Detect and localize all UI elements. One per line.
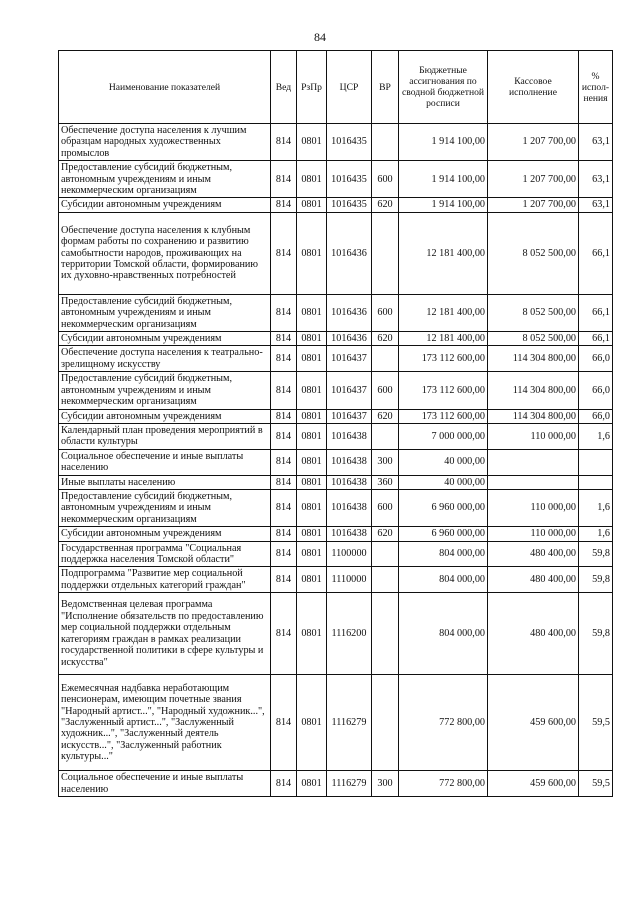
cell-assign: 12 181 400,00 [399, 332, 488, 346]
cell-vr: 620 [372, 527, 399, 541]
header-pct: % испол-нения [579, 51, 613, 124]
cell-cash: 1 207 700,00 [488, 161, 579, 198]
cell-pct: 59,8 [579, 593, 613, 675]
table-body [59, 124, 613, 797]
cell-rzpr: 0801 [297, 346, 327, 372]
cell-rzpr: 0801 [297, 527, 327, 541]
cell-vr [372, 124, 399, 161]
cell-name: Предоставление субсидий бюджетным, автономным учреждениям и иным некоммерческим организациям [59, 161, 271, 198]
cell-ved: 814 [271, 212, 297, 294]
cell-cash: 1 207 700,00 [488, 124, 579, 161]
table-row [59, 346, 613, 372]
table-row [59, 527, 613, 541]
cell-csr: 1016436 [327, 212, 372, 294]
cell-ved: 814 [271, 346, 297, 372]
table-row [59, 593, 613, 675]
cell-cash: 8 052 500,00 [488, 212, 579, 294]
cell-csr: 1116279 [327, 675, 372, 771]
cell-cash [488, 475, 579, 489]
cell-vr [372, 567, 399, 593]
cell-cash: 480 400,00 [488, 567, 579, 593]
cell-pct: 66,1 [579, 212, 613, 294]
cell-rzpr: 0801 [297, 409, 327, 423]
cell-rzpr: 0801 [297, 675, 327, 771]
cell-cash: 114 304 800,00 [488, 346, 579, 372]
cell-assign: 1 914 100,00 [399, 161, 488, 198]
cell-csr: 1016435 [327, 161, 372, 198]
cell-rzpr: 0801 [297, 449, 327, 475]
cell-ved: 814 [271, 771, 297, 797]
cell-name: Субсидии автономным учреждениям [59, 409, 271, 423]
cell-assign: 1 914 100,00 [399, 198, 488, 212]
cell-pct: 59,5 [579, 771, 613, 797]
cell-pct: 66,0 [579, 372, 613, 409]
cell-rzpr: 0801 [297, 423, 327, 449]
cell-rzpr: 0801 [297, 198, 327, 212]
budget-table [58, 50, 613, 797]
header-assign: Бюджетные ассигнования по сводной бюджетной росписи [399, 51, 488, 124]
cell-csr: 1016438 [327, 423, 372, 449]
cell-assign: 12 181 400,00 [399, 294, 488, 331]
cell-rzpr: 0801 [297, 593, 327, 675]
header-csr: ЦСР [327, 51, 372, 124]
cell-name: Иные выплаты населению [59, 475, 271, 489]
cell-name: Государственная программа "Социальная поддержка населения Томской области" [59, 541, 271, 567]
table-row [59, 423, 613, 449]
table-row [59, 771, 613, 797]
cell-vr: 300 [372, 449, 399, 475]
cell-pct: 59,5 [579, 675, 613, 771]
header-rzpr: РзПр [297, 51, 327, 124]
cell-name: Предоставление субсидий бюджетным, автономным учреждениям и иным некоммерческим организациям [59, 372, 271, 409]
header-ved: Вед [271, 51, 297, 124]
cell-assign: 804 000,00 [399, 567, 488, 593]
table-row [59, 372, 613, 409]
cell-ved: 814 [271, 294, 297, 331]
table-row [59, 294, 613, 331]
cell-name: Ведомственная целевая программа "Исполнение обязательств по предоставлению мер социальной поддержки отдельным категориям граждан в рамках реализации государственной политики в сфере культуры и искусства" [59, 593, 271, 675]
cell-pct: 1,6 [579, 423, 613, 449]
cell-assign: 40 000,00 [399, 475, 488, 489]
cell-cash: 459 600,00 [488, 675, 579, 771]
cell-name: Обеспечение доступа населения к клубным формам работы по сохранению и развитию самобытности народов, проживающих на территории Томской области, формированию их духовно-нравственных потребностей [59, 212, 271, 294]
cell-pct [579, 475, 613, 489]
cell-assign: 804 000,00 [399, 593, 488, 675]
cell-name: Обеспечение доступа населения к лучшим образцам народных художественных промыслов [59, 124, 271, 161]
cell-vr: 600 [372, 489, 399, 526]
cell-assign: 173 112 600,00 [399, 409, 488, 423]
cell-name: Субсидии автономным учреждениям [59, 332, 271, 346]
cell-assign: 6 960 000,00 [399, 527, 488, 541]
cell-csr: 1016437 [327, 346, 372, 372]
table-row [59, 212, 613, 294]
cell-assign: 1 914 100,00 [399, 124, 488, 161]
cell-pct: 63,1 [579, 124, 613, 161]
cell-rzpr: 0801 [297, 212, 327, 294]
cell-pct: 66,0 [579, 409, 613, 423]
cell-rzpr: 0801 [297, 475, 327, 489]
cell-ved: 814 [271, 527, 297, 541]
cell-rzpr: 0801 [297, 294, 327, 331]
cell-rzpr: 0801 [297, 567, 327, 593]
cell-csr: 1016436 [327, 294, 372, 331]
header-vr: ВР [372, 51, 399, 124]
table-row [59, 541, 613, 567]
cell-name: Социальное обеспечение и иные выплаты населению [59, 771, 271, 797]
cell-cash: 1 207 700,00 [488, 198, 579, 212]
cell-cash: 8 052 500,00 [488, 294, 579, 331]
cell-ved: 814 [271, 541, 297, 567]
table-header-row [59, 51, 613, 124]
cell-cash: 8 052 500,00 [488, 332, 579, 346]
table-row [59, 409, 613, 423]
cell-assign: 6 960 000,00 [399, 489, 488, 526]
cell-vr: 600 [372, 372, 399, 409]
cell-pct: 66,1 [579, 294, 613, 331]
cell-rzpr: 0801 [297, 332, 327, 346]
cell-ved: 814 [271, 449, 297, 475]
cell-vr: 600 [372, 294, 399, 331]
cell-rzpr: 0801 [297, 541, 327, 567]
cell-assign: 173 112 600,00 [399, 372, 488, 409]
cell-ved: 814 [271, 423, 297, 449]
cell-pct: 66,1 [579, 332, 613, 346]
cell-pct: 66,0 [579, 346, 613, 372]
cell-pct: 63,1 [579, 161, 613, 198]
cell-cash: 110 000,00 [488, 423, 579, 449]
cell-ved: 814 [271, 593, 297, 675]
cell-csr: 1016435 [327, 198, 372, 212]
cell-vr [372, 423, 399, 449]
cell-cash: 114 304 800,00 [488, 409, 579, 423]
cell-assign: 40 000,00 [399, 449, 488, 475]
cell-csr: 1116279 [327, 771, 372, 797]
table-row [59, 198, 613, 212]
cell-ved: 814 [271, 124, 297, 161]
cell-vr: 360 [372, 475, 399, 489]
cell-vr [372, 346, 399, 372]
cell-csr: 1016438 [327, 449, 372, 475]
cell-cash: 110 000,00 [488, 527, 579, 541]
cell-name: Субсидии автономным учреждениям [59, 198, 271, 212]
cell-cash: 459 600,00 [488, 771, 579, 797]
cell-rzpr: 0801 [297, 161, 327, 198]
page-number: 84 [314, 30, 326, 44]
cell-vr: 620 [372, 332, 399, 346]
cell-rzpr: 0801 [297, 124, 327, 161]
cell-name: Предоставление субсидий бюджетным, автономным учреждениям и иным некоммерческим организациям [59, 294, 271, 331]
cell-cash [488, 449, 579, 475]
cell-assign: 772 800,00 [399, 675, 488, 771]
cell-csr: 1016438 [327, 527, 372, 541]
cell-vr [372, 593, 399, 675]
cell-assign: 7 000 000,00 [399, 423, 488, 449]
header-name: Наименование показателей [59, 51, 271, 124]
cell-csr: 1016437 [327, 372, 372, 409]
cell-rzpr: 0801 [297, 372, 327, 409]
cell-pct: 63,1 [579, 198, 613, 212]
cell-ved: 814 [271, 332, 297, 346]
cell-csr: 1016438 [327, 489, 372, 526]
cell-csr: 1116200 [327, 593, 372, 675]
table-row [59, 475, 613, 489]
cell-csr: 1110000 [327, 567, 372, 593]
header-cash: Кассовое исполнение [488, 51, 579, 124]
cell-cash: 480 400,00 [488, 541, 579, 567]
cell-cash: 114 304 800,00 [488, 372, 579, 409]
table-row [59, 161, 613, 198]
cell-assign: 804 000,00 [399, 541, 488, 567]
cell-rzpr: 0801 [297, 771, 327, 797]
cell-vr [372, 541, 399, 567]
cell-vr [372, 675, 399, 771]
cell-vr: 620 [372, 409, 399, 423]
cell-ved: 814 [271, 489, 297, 526]
cell-vr: 600 [372, 161, 399, 198]
cell-cash: 480 400,00 [488, 593, 579, 675]
cell-rzpr: 0801 [297, 489, 327, 526]
cell-csr: 1016435 [327, 124, 372, 161]
table-row [59, 489, 613, 526]
cell-csr: 1100000 [327, 541, 372, 567]
cell-assign: 12 181 400,00 [399, 212, 488, 294]
cell-vr: 300 [372, 771, 399, 797]
cell-vr [372, 212, 399, 294]
cell-csr: 1016438 [327, 475, 372, 489]
table-row [59, 567, 613, 593]
cell-ved: 814 [271, 161, 297, 198]
cell-name: Подпрограмма "Развитие мер социальной поддержки отдельных категорий граждан" [59, 567, 271, 593]
table-row [59, 675, 613, 771]
cell-ved: 814 [271, 409, 297, 423]
cell-pct [579, 449, 613, 475]
cell-name: Обеспечение доступа населения к театрально-зрелищному искусству [59, 346, 271, 372]
cell-name: Предоставление субсидий бюджетным, автономным учреждениям и иным некоммерческим организациям [59, 489, 271, 526]
cell-pct: 1,6 [579, 527, 613, 541]
table-row [59, 124, 613, 161]
cell-name: Социальное обеспечение и иные выплаты населению [59, 449, 271, 475]
cell-ved: 814 [271, 475, 297, 489]
cell-ved: 814 [271, 372, 297, 409]
cell-vr: 620 [372, 198, 399, 212]
table-row [59, 332, 613, 346]
cell-ved: 814 [271, 567, 297, 593]
cell-name: Ежемесячная надбавка неработающим пенсионерам, имеющим почетные звания "Народный артист...", "Народный художник...", "Заслуженный артист...", "Заслуженный художник...", "Заслуженный деятель искусств...", "Заслуженный работник культуры..." [59, 675, 271, 771]
cell-ved: 814 [271, 675, 297, 771]
cell-ved: 814 [271, 198, 297, 212]
cell-assign: 772 800,00 [399, 771, 488, 797]
cell-csr: 1016436 [327, 332, 372, 346]
cell-cash: 110 000,00 [488, 489, 579, 526]
cell-assign: 173 112 600,00 [399, 346, 488, 372]
cell-csr: 1016437 [327, 409, 372, 423]
table-row [59, 449, 613, 475]
cell-pct: 59,8 [579, 541, 613, 567]
cell-name: Календарный план проведения мероприятий в области культуры [59, 423, 271, 449]
cell-name: Субсидии автономным учреждениям [59, 527, 271, 541]
cell-pct: 59,8 [579, 567, 613, 593]
cell-pct: 1,6 [579, 489, 613, 526]
